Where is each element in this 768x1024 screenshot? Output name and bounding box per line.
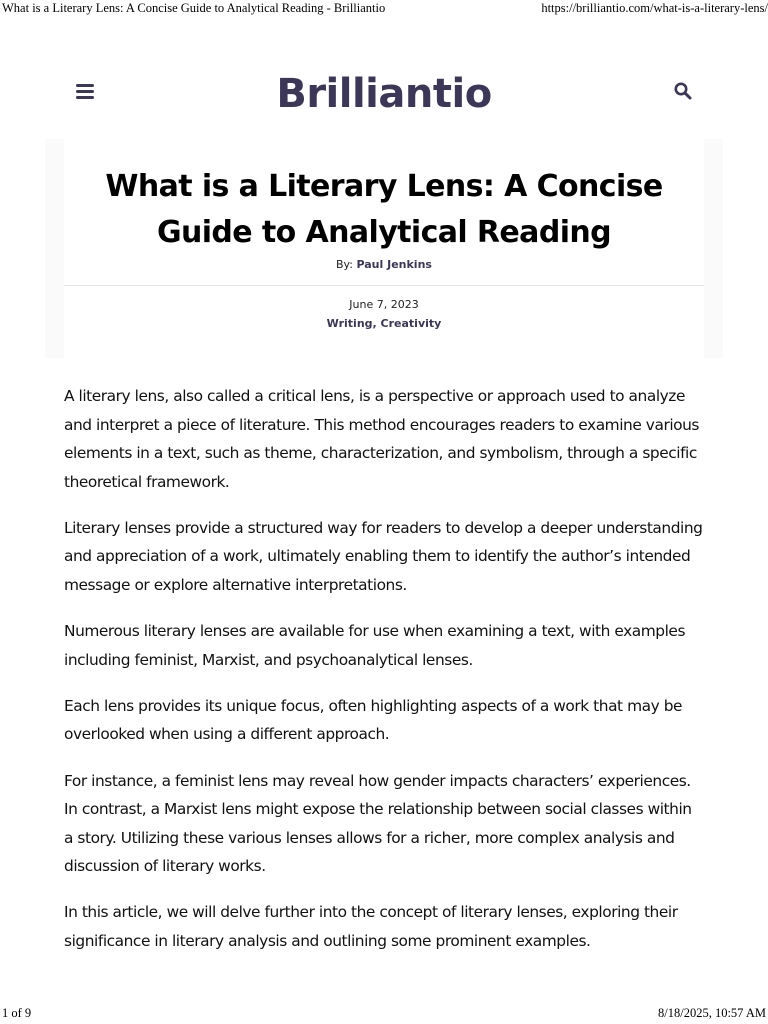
post-categories [64,317,704,330]
post-date: June 7, 2023 [349,298,419,311]
print-page-indicator: 1 of 9 [2,1006,32,1020]
article-header-inner [64,139,704,358]
print-header [0,0,768,18]
meta-divider [64,285,704,286]
byline-prefix: By: [336,258,353,271]
site-logo[interactable]: Brilliantio [276,71,492,117]
category-link-creativity[interactable]: Creativity [380,317,442,330]
category-link-writing[interactable]: Writing [326,317,373,330]
article-paragraph: Numerous literary lenses are available for use when examining a text, with examples including feminist, Marxist, and psychoanalytical lenses. [64,622,686,669]
article-body [64,382,704,973]
article-paragraph: In this article, we will delve further into the concept of literary lenses, exploring their significance in literary analysis and outlining some prominent examples. [64,903,678,950]
article-paragraph: Literary lenses provide a structured way for readers to develop a deeper understanding and appreciation of a work, ultimately enabling them to identify the author’s intended message or explore alternative interpretations. [64,518,703,595]
print-page-url: https://brilliantio.com/what-is-a-literary-lens/ [541,1,768,15]
site-header [0,66,768,122]
article-paragraph: For instance, a feminist lens may reveal how gender impacts characters’ experiences. In contrast, a Marxist lens might expose the relationship between social classes within a story. Utilizing these various lenses allows for a richer, more complex analysis and discussion of literary works. [64,771,692,876]
byline [64,258,704,271]
print-page-title: What is a Literary Lens: A Concise Guide to Analytical Reading - Brilliantio [2,1,386,15]
search-icon[interactable] [670,78,696,104]
article-header [45,139,723,358]
author-link[interactable]: Paul Jenkins [356,258,432,271]
article-title: What is a Literary Lens: A Concise Guide to Analytical Reading [105,169,663,250]
category-separator: , [372,317,381,330]
print-footer [0,1006,768,1024]
article-paragraph: A literary lens, also called a critical lens, is a perspective or approach used to analyze and interpret a piece of literature. This method encourages readers to examine various elements in a text, such as theme, characterization, and symbolism, through a specific theoretical framework. [64,387,699,491]
print-timestamp: 8/18/2025, 10:57 AM [658,1006,766,1020]
article-paragraph: Each lens provides its unique focus, often highlighting aspects of a work that may be overlooked when using a different approach. [64,696,683,744]
